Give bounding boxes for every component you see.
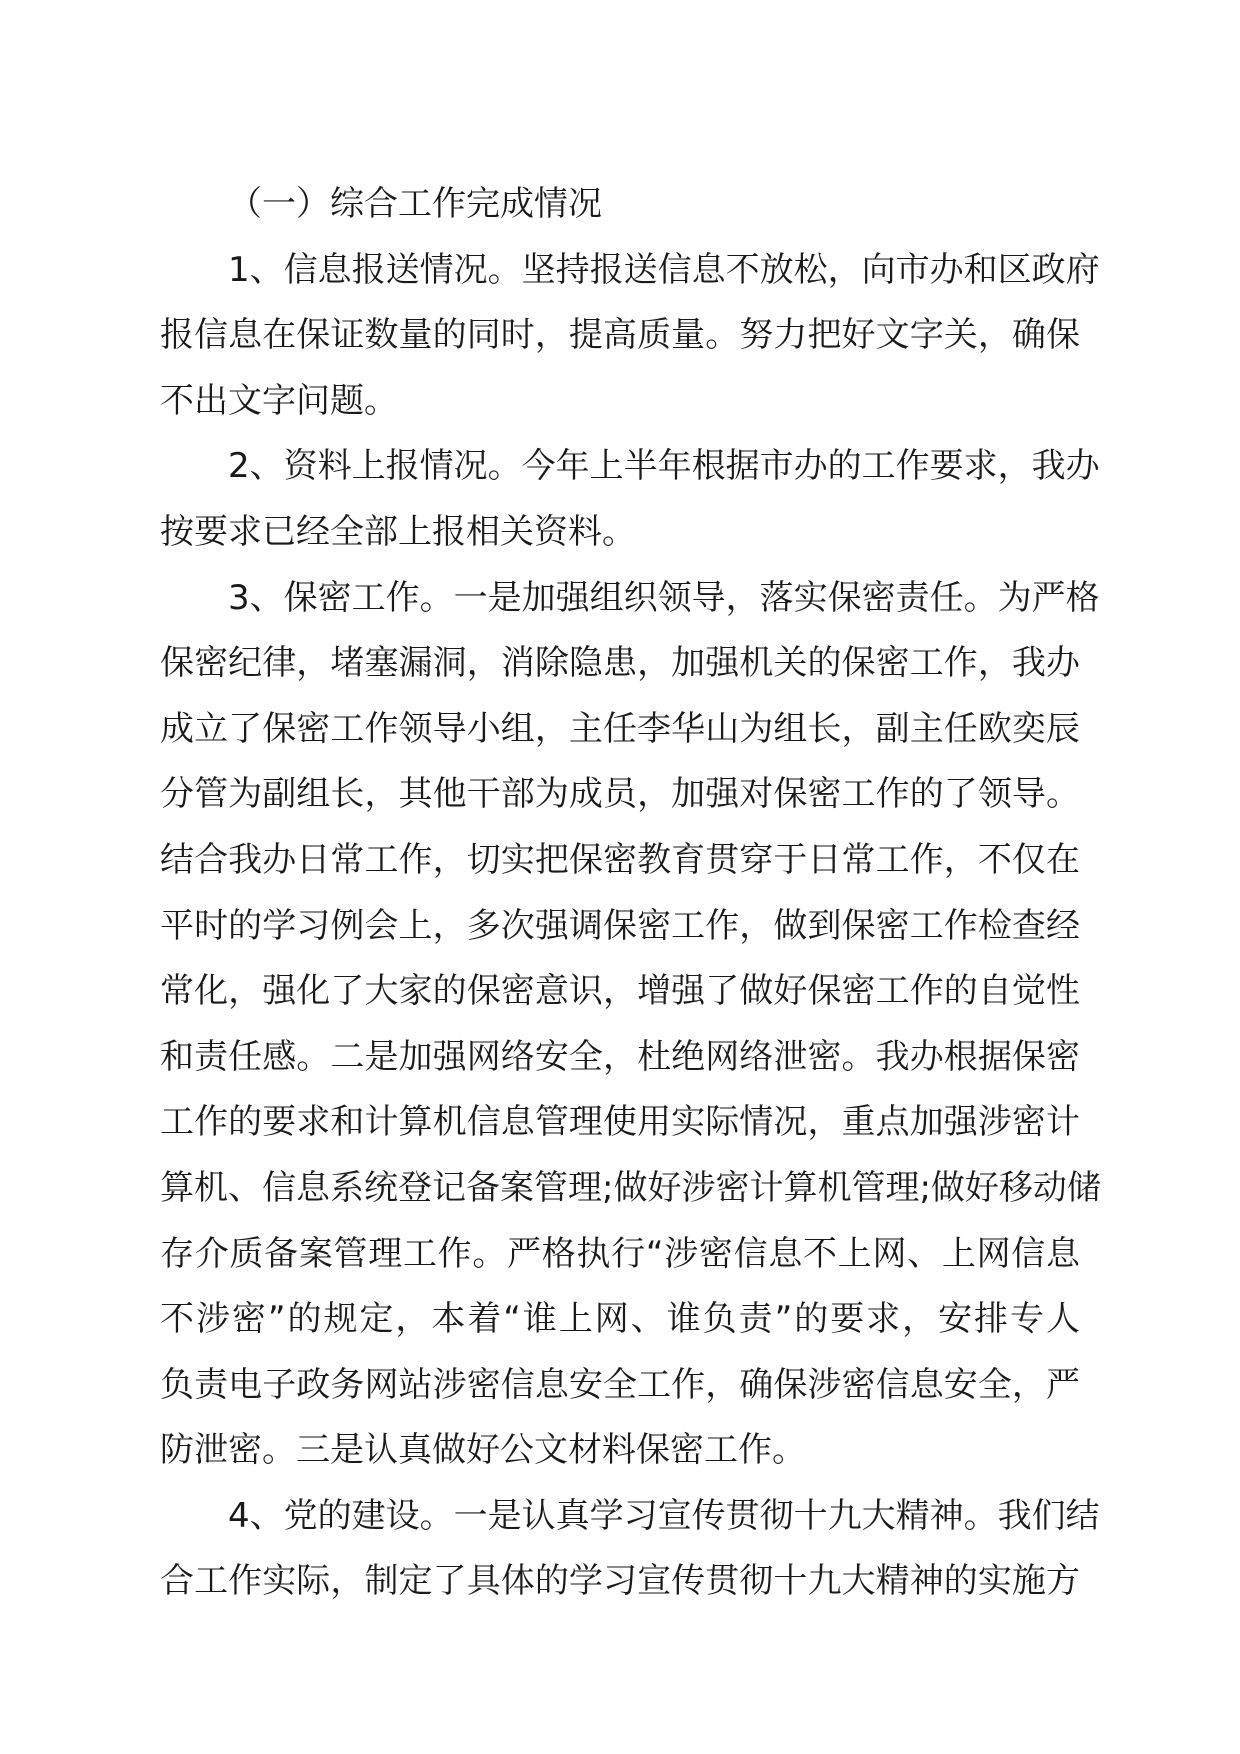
paragraph-line: 4、党的建设。一是认真学习宣传贯彻十九大精神。我们结 bbox=[228, 1495, 1100, 1536]
paragraph-line: 和责任感。二是加强网络安全，杜绝网络泄密。我办根据保密 bbox=[160, 1036, 1080, 1077]
paragraph-line: 存介质备案管理工作。严格执行“涉密信息不上网、上网信息 bbox=[160, 1233, 1080, 1274]
paragraph-line: 1、信息报送情况。坚持报送信息不放松，向市办和区政府 bbox=[228, 249, 1100, 290]
paragraph-line: 平时的学习例会上，多次强调保密工作，做到保密工作检查经 bbox=[160, 905, 1080, 946]
document-body bbox=[160, 172, 1101, 1615]
paragraph-line: 算机、信息系统登记备案管理;做好涉密计算机管理;做好移动储 bbox=[160, 1167, 1101, 1208]
paragraph-line: 成立了保密工作领导小组，主任李华山为组长，副主任欧奕辰 bbox=[160, 708, 1080, 749]
paragraph-line: 负责电子政务网站涉密信息安全工作，确保涉密信息安全，严 bbox=[160, 1364, 1080, 1405]
paragraph-line: 合工作实际，制定了具体的学习宣传贯彻十九大精神的实施方 bbox=[160, 1561, 1080, 1602]
paragraph-line: 防泄密。三是认真做好公文材料保密工作。 bbox=[160, 1430, 806, 1471]
paragraph-line: 2、资料上报情况。今年上半年根据市办的工作要求，我办 bbox=[228, 446, 1100, 487]
paragraph-line: 工作的要求和计算机信息管理使用实际情况，重点加强涉密计 bbox=[160, 1102, 1080, 1143]
paragraph-line: 结合我办日常工作，切实把保密教育贯穿于日常工作，不仅在 bbox=[160, 839, 1080, 880]
section-heading: （一）综合工作完成情况 bbox=[228, 184, 602, 224]
paragraph-line: 不涉密”的规定，本着“谁上网、谁负责”的要求，安排专人 bbox=[160, 1299, 1080, 1340]
paragraph-line: 按要求已经全部上报相关资料。 bbox=[160, 511, 636, 552]
paragraph-line: 不出文字问题。 bbox=[160, 380, 398, 421]
paragraph-line: 保密纪律，堵塞漏洞，消除隐患，加强机关的保密工作，我办 bbox=[160, 643, 1080, 684]
paragraph-line: 分管为副组长，其他干部为成员，加强对保密工作的了领导。 bbox=[160, 774, 1080, 815]
paragraph-line: 报信息在保证数量的同时，提高质量。努力把好文字关，确保 bbox=[160, 315, 1080, 356]
paragraph-line: 3、保密工作。一是加强组织领导，落实保密责任。为严格 bbox=[228, 577, 1100, 618]
paragraph-line: 常化，强化了大家的保密意识，增强了做好保密工作的自觉性 bbox=[160, 971, 1080, 1012]
